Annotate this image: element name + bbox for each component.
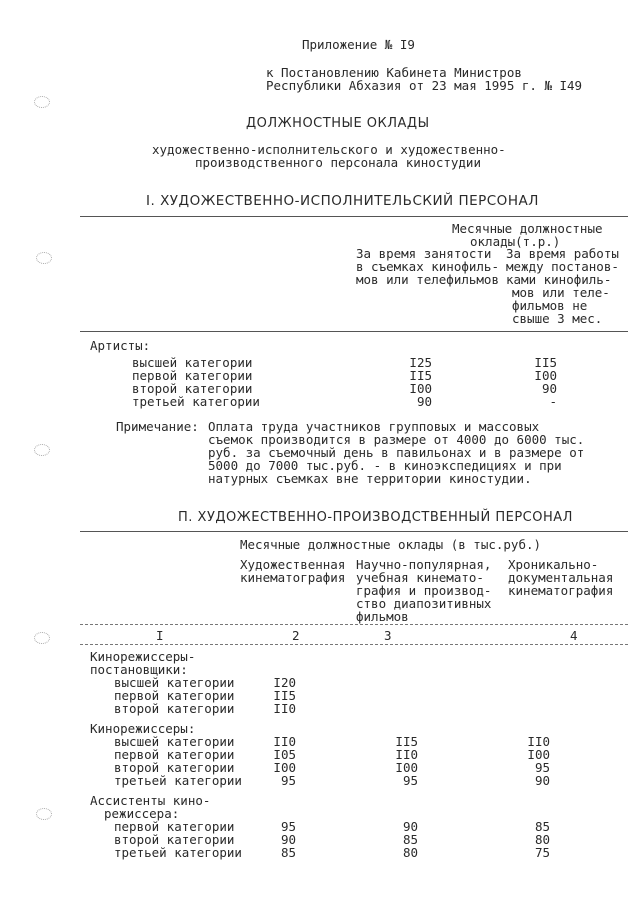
- row-value-c: 90: [534, 773, 550, 788]
- section1-row-value1: 90: [416, 394, 432, 409]
- row-value-b: II0: [395, 747, 418, 762]
- note-line: съемок производится в размере от 4000 до 6000 тыс.: [208, 432, 585, 447]
- note-line: руб. за съемочный день в павильонах и в размере от: [208, 445, 585, 460]
- row-value-a: I20: [273, 675, 296, 690]
- note-label: Примечание:: [116, 419, 199, 434]
- row-label: первой категории: [114, 819, 235, 834]
- section2-col-b-line: ство диапозитивных: [356, 596, 492, 611]
- section1-row-value2: 90: [541, 381, 557, 396]
- row-value-b: 80: [402, 845, 418, 860]
- row-label: высшей категории: [114, 675, 235, 690]
- section2-col-a-line: кинематография: [240, 570, 346, 585]
- section1-row-value2: II5: [534, 355, 557, 370]
- appendix-number: Приложение № I9: [302, 37, 415, 52]
- section2-col-b-line: учебная кинемато-: [356, 570, 484, 585]
- row-value-a: II0: [273, 734, 296, 749]
- section1-row-value2: -: [549, 394, 557, 409]
- row-value-a: I00: [273, 760, 296, 775]
- group-title: постановщики:: [90, 662, 188, 677]
- section2-header-rule: [80, 624, 628, 625]
- row-label: второй категории: [114, 832, 235, 847]
- row-label: второй категории: [114, 701, 235, 716]
- group-title: Ассистенты кино-: [90, 793, 211, 808]
- row-value-c: II0: [527, 734, 550, 749]
- row-label: первой категории: [114, 688, 235, 703]
- section1-top-rule: [80, 216, 628, 217]
- section1-col2-line: фильмов не: [512, 298, 588, 313]
- section1-group-label: Артисты:: [90, 338, 151, 353]
- section1-row-value1: I25: [409, 355, 432, 370]
- section1-row-label: третьей категории: [132, 394, 260, 409]
- section2-col-c-line: Хроникально-: [508, 557, 599, 572]
- section2-col-b-line: фильмов: [356, 609, 409, 624]
- section1-col1-line: За время занятости: [356, 246, 492, 261]
- section1-col1-line: в съемках кинофиль-: [356, 259, 499, 274]
- row-label: третьей категории: [114, 773, 242, 788]
- row-label: высшей категории: [114, 734, 235, 749]
- section1-col2-line: между постанов-: [506, 259, 619, 274]
- row-value-b: 95: [402, 773, 418, 788]
- section2-col-b-line: графия и производ-: [356, 583, 492, 598]
- section2-column-header: Месячные должностные оклады (в тыс.руб.): [240, 537, 542, 552]
- row-value-a: 95: [280, 773, 296, 788]
- row-value-b: 85: [402, 832, 418, 847]
- margin-mark: [34, 632, 50, 644]
- section1-row-value2: I00: [534, 368, 557, 383]
- section1-col2-line: мов или теле-: [512, 285, 610, 300]
- document-subtitle-line1: художественно-исполнительского и художественно-: [152, 142, 506, 157]
- row-value-a: 90: [280, 832, 296, 847]
- section2-col-c-line: документальная: [508, 570, 614, 585]
- section2-col-a-line: Художественная: [240, 557, 346, 572]
- column-number-rule: [80, 644, 628, 645]
- row-value-a: 85: [280, 845, 296, 860]
- row-label: третьей категории: [114, 845, 242, 860]
- section1-col2-line: свыше 3 мес.: [512, 311, 603, 326]
- section2-col-c-line: кинематография: [508, 583, 614, 598]
- margin-mark: [34, 96, 50, 108]
- column-number: 4: [570, 628, 578, 643]
- section1-header-rule: [80, 331, 628, 332]
- group-title: Кинорежиссеры:: [90, 721, 196, 736]
- document-title: ДОЛЖНОСТНЫЕ ОКЛАДЫ: [246, 116, 430, 131]
- row-value-c: 75: [534, 845, 550, 860]
- note-line: натурных съемках вне территории киностудии.: [208, 471, 532, 486]
- section1-row-label: второй категории: [132, 381, 253, 396]
- row-value-c: 80: [534, 832, 550, 847]
- section1-row-value1: II5: [409, 368, 432, 383]
- row-value-b: I00: [395, 760, 418, 775]
- row-value-c: 85: [534, 819, 550, 834]
- row-label: второй категории: [114, 760, 235, 775]
- document-subtitle-line2: производственного персонала киностудии: [195, 155, 481, 170]
- section1-row-label: высшей категории: [132, 355, 253, 370]
- section2-heading: П. ХУДОЖЕСТВЕННО-ПРОИЗВОДСТВЕННЫЙ ПЕРСОНАЛ: [178, 510, 573, 525]
- note-line: Оплата труда участников групповых и массовых: [208, 419, 540, 434]
- row-value-a: II5: [273, 688, 296, 703]
- decree-reference-line2: Республики Абхазия от 23 мая 1995 г. № I49: [266, 78, 583, 93]
- column-number: 2: [292, 628, 300, 643]
- margin-mark: [36, 252, 52, 264]
- row-value-b: 90: [402, 819, 418, 834]
- section1-heading: I. ХУДОЖЕСТВЕННО-ИСПОЛНИТЕЛЬСКИЙ ПЕРСОНАЛ: [146, 193, 539, 209]
- margin-mark: [36, 808, 52, 820]
- margin-mark: [34, 444, 50, 456]
- note-line: 5000 до 7000 тыс.руб. - в киноэкспедициях и при: [208, 458, 562, 473]
- section2-col-b-line: Научно-популярная,: [356, 557, 492, 572]
- section1-col1-line: мов или телефильмов: [356, 272, 499, 287]
- row-value-a: 95: [280, 819, 296, 834]
- group-title: режиссера:: [104, 806, 180, 821]
- section1-row-value1: I00: [409, 381, 432, 396]
- section2-top-rule: [80, 531, 628, 532]
- row-value-b: II5: [395, 734, 418, 749]
- row-value-a: II0: [273, 701, 296, 716]
- section1-col2-line: За время работы: [506, 246, 619, 261]
- decree-reference-line1: к Постановлению Кабинета Министров: [266, 65, 522, 80]
- column-number: I: [156, 628, 164, 643]
- column-number: 3: [384, 628, 392, 643]
- row-label: первой категории: [114, 747, 235, 762]
- group-title: Кинорежиссеры-: [90, 649, 196, 664]
- section1-column-header-line1: Месячные должностные: [452, 221, 603, 236]
- section1-column-header-line2: оклады(т.р.): [470, 234, 561, 249]
- row-value-c: 95: [534, 760, 550, 775]
- section1-col2-line: ками кинофиль-: [506, 272, 612, 287]
- section1-row-label: первой категории: [132, 368, 253, 383]
- row-value-c: I00: [527, 747, 550, 762]
- row-value-a: I05: [273, 747, 296, 762]
